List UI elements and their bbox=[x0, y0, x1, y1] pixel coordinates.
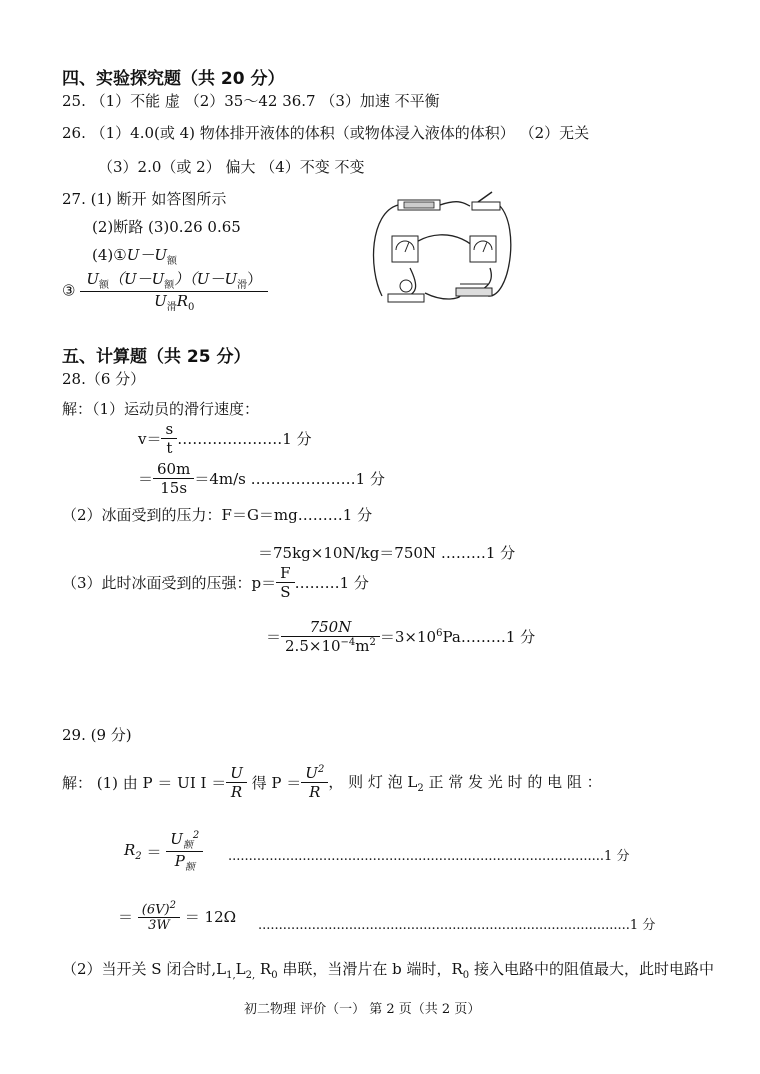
q26-line1: 26. （1）4.0(或 4) 物体排开液体的体积（或物体浸入液体的体积） （2）无关 bbox=[62, 124, 590, 142]
lamp bbox=[388, 280, 424, 302]
section-5-title: 五、计算题（共 25 分） bbox=[62, 347, 251, 367]
q29-line1: 解： (1) 由 P ＝ UI I ＝ $\frac{U}{R}$ 得 P ＝ $\frac{U^2}{R}$ ， 则 灯 泡 $L_2$ 正 常 发 光 时 的 电 阻 ： bbox=[62, 764, 602, 801]
q28-intro: 解：（1）运动员的滑行速度： bbox=[62, 400, 260, 418]
page-footer: 初二物理 评价（一） 第 2 页（共 2 页） bbox=[244, 1002, 481, 1017]
q28-force: （2）冰面受到的压力：F＝G＝mg………1 分 bbox=[62, 506, 373, 524]
q28-force-value: ＝75kg×10N/kg＝750N ………1 分 bbox=[258, 544, 516, 562]
battery-box bbox=[398, 200, 440, 210]
q29-dots2: ..........................................................................................1 分 bbox=[258, 918, 656, 933]
q28-v-value: ＝ $\frac{60m}{15s}$ ＝4m/s …………………1 分 bbox=[138, 460, 385, 497]
q29-r-formula: $R_2$ ＝ $\frac{U_额^2}{P_额}$ bbox=[124, 830, 203, 873]
q29-r-value: ＝ $\frac{(6V)^2}{3W}$ ＝ 12Ω bbox=[118, 900, 237, 934]
ammeter bbox=[470, 236, 496, 262]
q28-v-formula: v＝ $\frac{s}{t}$ …………………1 分 bbox=[138, 420, 312, 457]
q29-part2: （2）当开关 S 闭合时$,L_{1,}L_{2,}$ $R_0$ 串联，当滑片在 b 端时，$R_0$ 接入电路中的阻值最大，此时电路中 bbox=[62, 960, 714, 981]
q27-line1: 27. (1) 断开 如答图所示 bbox=[62, 190, 227, 208]
switch bbox=[472, 192, 500, 210]
q28-pressure-formula: （3）此时冰面受到的压强：p＝ $\frac{F}{S}$ ………1 分 bbox=[62, 564, 369, 601]
wire-top bbox=[440, 202, 470, 206]
q28-pressure-value: ＝ $\frac{750N}{2.5\times 10^{-4}m^2}$ $=3\times 10^6Pa\dots\dots\dots 1$ 分 bbox=[266, 618, 536, 655]
q27-formula: ③ $\frac{U_额(U-U_额)(U-U_滑)}{U_滑R_0}$ bbox=[62, 268, 268, 313]
q27-line2: (2)断路 (3)0.26 0.65 bbox=[92, 218, 241, 236]
circuit-diagram bbox=[360, 188, 522, 316]
wire-bottom bbox=[425, 293, 460, 299]
q29-head: 29. (9 分) bbox=[62, 726, 132, 744]
q28-head: 28.（6 分） bbox=[62, 370, 146, 388]
section-4-title: 四、实验探究题（共 20 分） bbox=[62, 69, 285, 89]
q26-line2: （3）2.0（或 2） 偏大 （4）不变 不变 bbox=[98, 158, 365, 176]
q25-answer: 25. （1）不能 虚 （2）35～42 36.7 （3）加速 不平衡 bbox=[62, 92, 440, 110]
voltmeter bbox=[392, 236, 418, 262]
q27-line3: $(4)①U-U_额$ bbox=[92, 246, 177, 267]
q29-dots1: ...........................................................................................1 分 bbox=[228, 849, 630, 864]
